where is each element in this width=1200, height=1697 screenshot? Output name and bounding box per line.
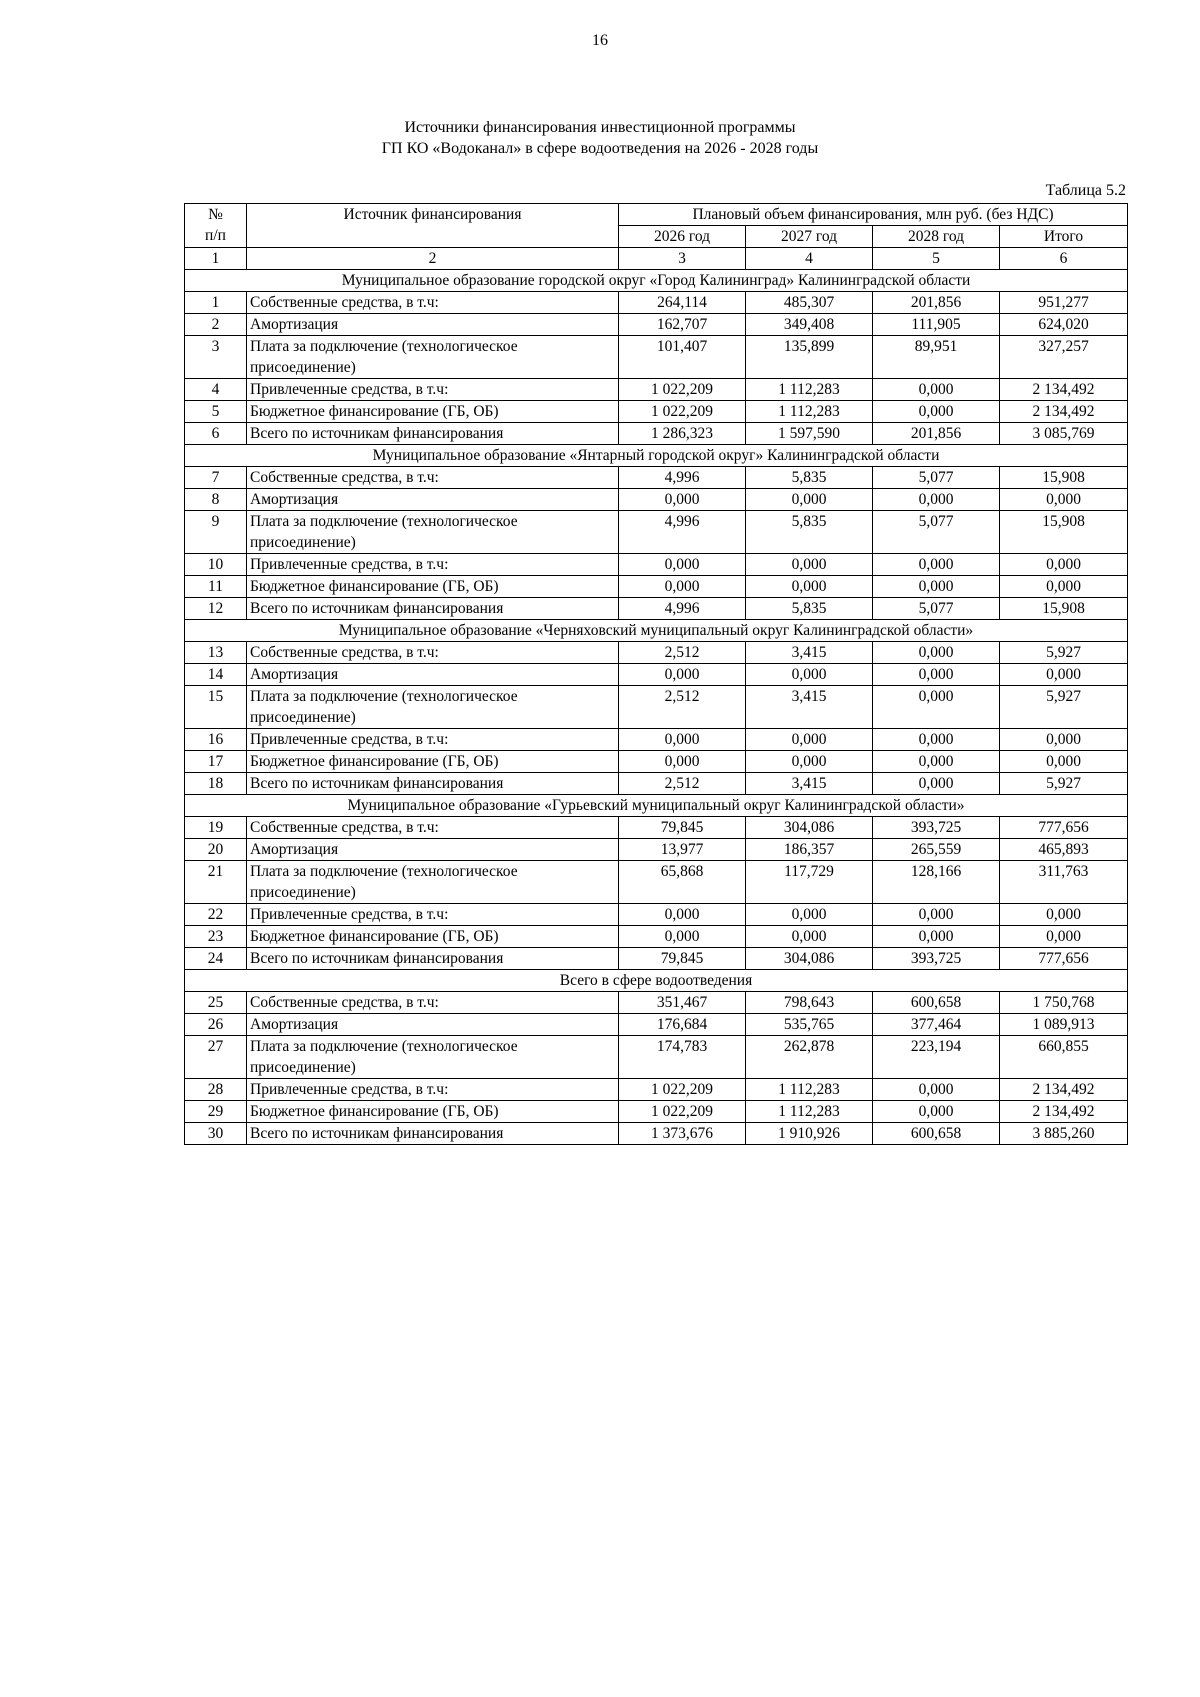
- value-total: 5,927: [1000, 642, 1128, 664]
- row-number: 19: [185, 817, 247, 839]
- value-2028: 89,951: [873, 336, 1000, 379]
- document-title: [0, 117, 1200, 159]
- table-row: [185, 992, 1128, 1014]
- row-number: 30: [185, 1123, 247, 1145]
- value-total: 0,000: [1000, 729, 1128, 751]
- value-2027: 5,835: [746, 467, 873, 489]
- value-total: 0,000: [1000, 904, 1128, 926]
- value-2026: 0,000: [619, 904, 746, 926]
- row-source-name: Плата за подключение (технологическое присоединение): [247, 1036, 619, 1079]
- value-total: 465,893: [1000, 839, 1128, 861]
- value-2028: 201,856: [873, 292, 1000, 314]
- row-source-name: Плата за подключение (технологическое присоединение): [247, 511, 619, 554]
- row-number: 6: [185, 423, 247, 445]
- row-number: 12: [185, 598, 247, 620]
- value-2027: 262,878: [746, 1036, 873, 1079]
- table-row: [185, 292, 1128, 314]
- value-total: 5,927: [1000, 773, 1128, 795]
- value-2028: 5,077: [873, 598, 1000, 620]
- row-number: 26: [185, 1014, 247, 1036]
- header-total: Итого: [1000, 226, 1128, 248]
- row-source-name: Привлеченные средства, в т.ч:: [247, 729, 619, 751]
- value-2026: 0,000: [619, 489, 746, 511]
- row-source-name: Бюджетное финансирование (ГБ, ОБ): [247, 926, 619, 948]
- row-number: 14: [185, 664, 247, 686]
- row-source-name: Собственные средства, в т.ч:: [247, 992, 619, 1014]
- value-total: 1 089,913: [1000, 1014, 1128, 1036]
- section-row: [185, 620, 1128, 642]
- value-2027: 1 910,926: [746, 1123, 873, 1145]
- table-row: [185, 489, 1128, 511]
- value-2026: 13,977: [619, 839, 746, 861]
- value-2027: 3,415: [746, 686, 873, 729]
- row-number: 17: [185, 751, 247, 773]
- row-source-name: Привлеченные средства, в т.ч:: [247, 379, 619, 401]
- value-2026: 2,512: [619, 642, 746, 664]
- table-row: [185, 423, 1128, 445]
- header-source: Источник финансирования: [247, 204, 619, 248]
- value-2027: 186,357: [746, 839, 873, 861]
- value-2026: 4,996: [619, 598, 746, 620]
- value-2026: 79,845: [619, 948, 746, 970]
- value-total: 951,277: [1000, 292, 1128, 314]
- value-total: 3 885,260: [1000, 1123, 1128, 1145]
- value-2028: 5,077: [873, 467, 1000, 489]
- section-title: Всего в сфере водоотведения: [185, 970, 1128, 992]
- table-row: [185, 314, 1128, 336]
- header-num-line-2: п/п: [205, 227, 226, 244]
- row-source-name: Плата за подключение (технологическое присоединение): [247, 861, 619, 904]
- value-2028: 393,725: [873, 817, 1000, 839]
- value-2027: 304,086: [746, 817, 873, 839]
- value-total: 777,656: [1000, 817, 1128, 839]
- value-2026: 0,000: [619, 664, 746, 686]
- row-number: 20: [185, 839, 247, 861]
- table-row: [185, 904, 1128, 926]
- value-2026: 1 022,209: [619, 1101, 746, 1123]
- value-2027: 1 112,283: [746, 1079, 873, 1101]
- value-2027: 0,000: [746, 489, 873, 511]
- value-2028: 0,000: [873, 489, 1000, 511]
- table-caption: Таблица 5.2: [1045, 182, 1126, 199]
- row-source-name: Плата за подключение (технологическое присоединение): [247, 336, 619, 379]
- section-title: Муниципальное образование «Черняховский муниципальный округ Калининградской области»: [185, 620, 1128, 642]
- row-number: 29: [185, 1101, 247, 1123]
- row-number: 21: [185, 861, 247, 904]
- value-total: 1 750,768: [1000, 992, 1128, 1014]
- value-2026: 79,845: [619, 817, 746, 839]
- value-2027: 0,000: [746, 554, 873, 576]
- value-2026: 264,114: [619, 292, 746, 314]
- table-row: [185, 401, 1128, 423]
- value-2028: 128,166: [873, 861, 1000, 904]
- table-row: [185, 554, 1128, 576]
- table-row: [185, 1036, 1128, 1079]
- table-row: [185, 773, 1128, 795]
- value-total: 15,908: [1000, 511, 1128, 554]
- document-title-line-2: ГП КО «Водоканал» в сфере водоотведения на 2026 - 2028 годы: [381, 140, 819, 157]
- value-total: 660,855: [1000, 1036, 1128, 1079]
- value-total: 0,000: [1000, 751, 1128, 773]
- value-total: 0,000: [1000, 489, 1128, 511]
- table-row: [185, 751, 1128, 773]
- value-2026: 2,512: [619, 686, 746, 729]
- section-row: [185, 445, 1128, 467]
- value-2026: 1 022,209: [619, 401, 746, 423]
- row-source-name: Всего по источникам финансирования: [247, 598, 619, 620]
- value-total: 624,020: [1000, 314, 1128, 336]
- value-2026: 2,512: [619, 773, 746, 795]
- section-title: Муниципальное образование городской округ «Город Калининград» Калининградской области: [185, 270, 1128, 292]
- table-row: [185, 1079, 1128, 1101]
- table-row: [185, 1101, 1128, 1123]
- row-number: 10: [185, 554, 247, 576]
- value-2026: 1 022,209: [619, 379, 746, 401]
- table-row: [185, 948, 1128, 970]
- value-2026: 4,996: [619, 511, 746, 554]
- header-num: [185, 204, 247, 248]
- section-title: Муниципальное образование «Янтарный городской округ» Калининградской области: [185, 445, 1128, 467]
- value-total: 311,763: [1000, 861, 1128, 904]
- value-2027: 0,000: [746, 926, 873, 948]
- header-row-1: [185, 204, 1128, 226]
- row-number: 7: [185, 467, 247, 489]
- row-source-name: Амортизация: [247, 664, 619, 686]
- row-number: 23: [185, 926, 247, 948]
- row-source-name: Амортизация: [247, 489, 619, 511]
- row-number: 27: [185, 1036, 247, 1079]
- section-row: [185, 795, 1128, 817]
- table-row: [185, 729, 1128, 751]
- value-2026: 4,996: [619, 467, 746, 489]
- row-source-name: Бюджетное финансирование (ГБ, ОБ): [247, 751, 619, 773]
- row-number: 2: [185, 314, 247, 336]
- row-number: 9: [185, 511, 247, 554]
- table-row: [185, 861, 1128, 904]
- row-number: 18: [185, 773, 247, 795]
- value-2028: 223,194: [873, 1036, 1000, 1079]
- table-row: [185, 664, 1128, 686]
- table-row: [185, 926, 1128, 948]
- column-number: 6: [1000, 248, 1128, 270]
- row-source-name: Собственные средства, в т.ч:: [247, 642, 619, 664]
- table-row: [185, 467, 1128, 489]
- page-number: 16: [592, 32, 608, 49]
- value-2028: 0,000: [873, 926, 1000, 948]
- value-total: 777,656: [1000, 948, 1128, 970]
- value-2027: 0,000: [746, 576, 873, 598]
- value-total: 15,908: [1000, 598, 1128, 620]
- value-2026: 1 373,676: [619, 1123, 746, 1145]
- value-2027: 349,408: [746, 314, 873, 336]
- table-row: [185, 598, 1128, 620]
- value-total: 2 134,492: [1000, 1101, 1128, 1123]
- value-2028: 201,856: [873, 423, 1000, 445]
- value-total: 2 134,492: [1000, 379, 1128, 401]
- value-total: 2 134,492: [1000, 401, 1128, 423]
- section-row: [185, 970, 1128, 992]
- row-source-name: Амортизация: [247, 1014, 619, 1036]
- value-2027: 798,643: [746, 992, 873, 1014]
- row-source-name: Собственные средства, в т.ч:: [247, 817, 619, 839]
- value-2028: 0,000: [873, 1079, 1000, 1101]
- value-2027: 117,729: [746, 861, 873, 904]
- row-source-name: Бюджетное финансирование (ГБ, ОБ): [247, 576, 619, 598]
- value-2026: 0,000: [619, 729, 746, 751]
- value-2028: 5,077: [873, 511, 1000, 554]
- value-2026: 0,000: [619, 554, 746, 576]
- value-2028: 265,559: [873, 839, 1000, 861]
- value-2027: 1 112,283: [746, 401, 873, 423]
- row-source-name: Всего по источникам финансирования: [247, 773, 619, 795]
- value-2028: 600,658: [873, 1123, 1000, 1145]
- table-row: [185, 336, 1128, 379]
- row-source-name: Всего по источникам финансирования: [247, 948, 619, 970]
- table-row: [185, 1014, 1128, 1036]
- row-number: 1: [185, 292, 247, 314]
- header-year-2027: 2027 год: [746, 226, 873, 248]
- value-total: 5,927: [1000, 686, 1128, 729]
- row-source-name: Привлеченные средства, в т.ч:: [247, 904, 619, 926]
- column-number: 4: [746, 248, 873, 270]
- table-row: [185, 839, 1128, 861]
- value-2027: 1 112,283: [746, 1101, 873, 1123]
- row-number: 24: [185, 948, 247, 970]
- row-source-name: Бюджетное финансирование (ГБ, ОБ): [247, 1101, 619, 1123]
- value-2026: 162,707: [619, 314, 746, 336]
- value-2027: 535,765: [746, 1014, 873, 1036]
- value-total: 3 085,769: [1000, 423, 1128, 445]
- value-2026: 0,000: [619, 751, 746, 773]
- table-header: [185, 204, 1128, 270]
- value-2028: 600,658: [873, 992, 1000, 1014]
- value-2027: 0,000: [746, 729, 873, 751]
- section-title: Муниципальное образование «Гурьевский муниципальный округ Калининградской области»: [185, 795, 1128, 817]
- value-total: 0,000: [1000, 554, 1128, 576]
- row-number: 28: [185, 1079, 247, 1101]
- value-2027: 135,899: [746, 336, 873, 379]
- value-total: 2 134,492: [1000, 1079, 1128, 1101]
- header-year-2028: 2028 год: [873, 226, 1000, 248]
- header-year-2026: 2026 год: [619, 226, 746, 248]
- value-2026: 65,868: [619, 861, 746, 904]
- row-number: 15: [185, 686, 247, 729]
- row-source-name: Амортизация: [247, 839, 619, 861]
- row-number: 13: [185, 642, 247, 664]
- row-source-name: Всего по источникам финансирования: [247, 1123, 619, 1145]
- value-2027: 0,000: [746, 904, 873, 926]
- value-2027: 304,086: [746, 948, 873, 970]
- value-2026: 0,000: [619, 926, 746, 948]
- row-number: 5: [185, 401, 247, 423]
- row-source-name: Привлеченные средства, в т.ч:: [247, 554, 619, 576]
- value-2027: 3,415: [746, 642, 873, 664]
- table-body: [185, 270, 1128, 1145]
- column-number: 2: [247, 248, 619, 270]
- value-2028: 393,725: [873, 948, 1000, 970]
- table-row: [185, 379, 1128, 401]
- value-2028: 0,000: [873, 686, 1000, 729]
- row-number: 8: [185, 489, 247, 511]
- row-source-name: Бюджетное финансирование (ГБ, ОБ): [247, 401, 619, 423]
- row-source-name: Собственные средства, в т.ч:: [247, 292, 619, 314]
- column-number: 5: [873, 248, 1000, 270]
- value-total: 0,000: [1000, 576, 1128, 598]
- header-num-line-1: №: [208, 206, 223, 223]
- table-row: [185, 576, 1128, 598]
- value-2026: 1 286,323: [619, 423, 746, 445]
- value-2027: 5,835: [746, 598, 873, 620]
- row-source-name: Собственные средства, в т.ч:: [247, 467, 619, 489]
- value-2027: 0,000: [746, 751, 873, 773]
- value-2028: 0,000: [873, 729, 1000, 751]
- value-total: 327,257: [1000, 336, 1128, 379]
- value-2028: 377,464: [873, 1014, 1000, 1036]
- value-2028: 0,000: [873, 773, 1000, 795]
- value-2026: 174,783: [619, 1036, 746, 1079]
- value-2026: 176,684: [619, 1014, 746, 1036]
- value-2028: 0,000: [873, 401, 1000, 423]
- value-2028: 0,000: [873, 576, 1000, 598]
- value-2028: 0,000: [873, 379, 1000, 401]
- value-2028: 0,000: [873, 1101, 1000, 1123]
- value-2027: 1 112,283: [746, 379, 873, 401]
- value-2027: 0,000: [746, 664, 873, 686]
- value-2028: 0,000: [873, 642, 1000, 664]
- value-2026: 101,407: [619, 336, 746, 379]
- financing-table: [184, 203, 1128, 1145]
- row-number: 25: [185, 992, 247, 1014]
- value-2028: 0,000: [873, 904, 1000, 926]
- value-2028: 0,000: [873, 751, 1000, 773]
- value-2028: 0,000: [873, 554, 1000, 576]
- value-total: 15,908: [1000, 467, 1128, 489]
- header-planned-volume: Плановый объем финансирования, млн руб. (без НДС): [619, 204, 1128, 226]
- value-2026: 1 022,209: [619, 1079, 746, 1101]
- value-2028: 0,000: [873, 664, 1000, 686]
- row-source-name: Амортизация: [247, 314, 619, 336]
- value-2026: 0,000: [619, 576, 746, 598]
- table-row: [185, 817, 1128, 839]
- value-total: 0,000: [1000, 926, 1128, 948]
- value-2027: 1 597,590: [746, 423, 873, 445]
- table-row: [185, 511, 1128, 554]
- column-number: 1: [185, 248, 247, 270]
- section-row: [185, 270, 1128, 292]
- row-number: 3: [185, 336, 247, 379]
- row-source-name: Всего по источникам финансирования: [247, 423, 619, 445]
- header-column-numbers: [185, 248, 1128, 270]
- value-2027: 5,835: [746, 511, 873, 554]
- table-row: [185, 642, 1128, 664]
- value-2026: 351,467: [619, 992, 746, 1014]
- document-title-line-1: Источники финансирования инвестиционной программы: [404, 119, 796, 136]
- table-row: [185, 686, 1128, 729]
- table-row: [185, 1123, 1128, 1145]
- row-number: 4: [185, 379, 247, 401]
- value-total: 0,000: [1000, 664, 1128, 686]
- row-source-name: Плата за подключение (технологическое присоединение): [247, 686, 619, 729]
- row-number: 16: [185, 729, 247, 751]
- column-number: 3: [619, 248, 746, 270]
- row-number: 11: [185, 576, 247, 598]
- value-2027: 3,415: [746, 773, 873, 795]
- row-source-name: Привлеченные средства, в т.ч:: [247, 1079, 619, 1101]
- value-2028: 111,905: [873, 314, 1000, 336]
- value-2027: 485,307: [746, 292, 873, 314]
- row-number: 22: [185, 904, 247, 926]
